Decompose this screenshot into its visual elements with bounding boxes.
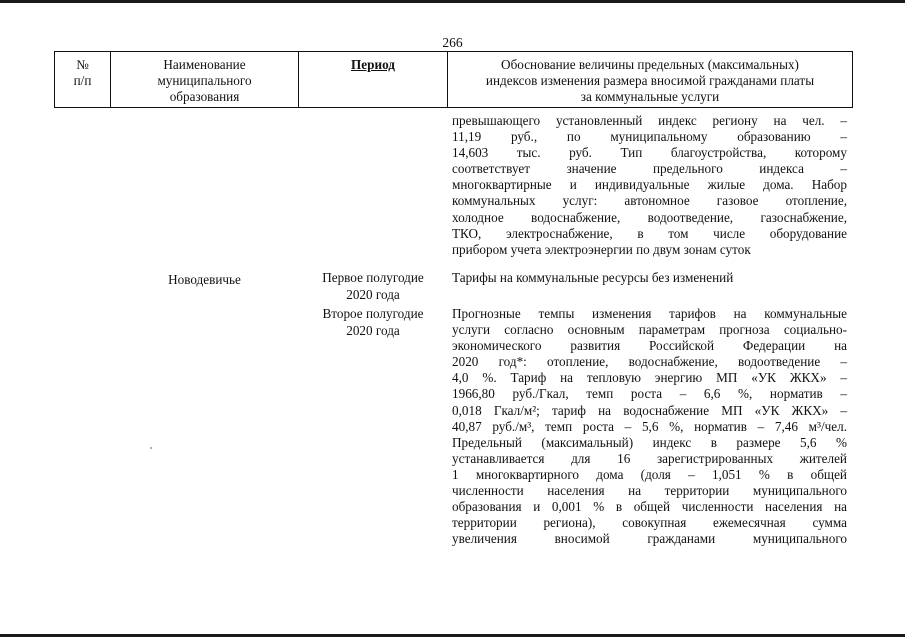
period-first-half [298,270,448,303]
forecast-line: территории региона), совокупная ежемесячная сумма [452,515,847,531]
continuation-line: прибором учета электроэнергии по двум зонам суток [452,241,751,257]
header-col-number-l1: № [76,57,89,72]
bottom-rule [0,634,905,637]
page-number: 266 [442,35,463,50]
forecast-line: Предельный (максимальный) индекс в размере 5,6 % [452,434,847,450]
continuation-line: превышающего установленный индекс региону на чел. – [452,113,847,128]
period-second-half [298,306,448,339]
tariffs-unchanged-line: Тарифы на коммунальные ресурсы без изменений [452,270,734,285]
forecast-line: услуги согласно основным параметрам прогноза социально- [452,322,847,338]
forecast-line: увеличения вносимой гражданами муниципального [452,531,847,547]
forecast-line: численности населения на территории муниципального [452,483,847,499]
forecast-line: экономического развития Российской Федерации на [452,338,847,354]
continuation-line: холодное водоснабжение, водоотведение, газоснабжение, [452,209,847,225]
forecast-line: 1966,80 руб./Гкал, темп роста – 6,6 %, норматив – [452,386,847,402]
continuation-line: соответствует значение предельного индекса – [452,161,847,177]
header-col-period-label: Период [351,57,395,72]
header-col-basis-l3: за коммунальные услуги [580,89,720,104]
forecast-line: 2020 год*: отопление, водоснабжение, водоотведение – [452,354,847,370]
period-first-half-l1: Первое полугодие [322,270,424,285]
header-col-municipality [110,51,299,108]
period-first-half-l2: 2020 года [346,286,400,302]
forecast-paragraph [452,306,847,547]
header-col-basis [447,51,853,108]
forecast-line: 40,87 руб./м³, темп роста – 5,6 %, норматив – 7,46 м³/чел. [452,418,847,434]
tariffs-unchanged-text [452,270,847,286]
municipality-name: Новодевичье [168,272,241,287]
top-rule [0,0,905,3]
forecast-line: образования и 0,001 % в общей численности населения на [452,499,847,515]
continuation-line: коммунальных услуг: автономное газовое отопление, [452,193,847,209]
continuation-line: многоквартирные и индивидуальные жилые дома. Набор [452,177,847,193]
header-col-basis-l1: Обоснование величины предельных (максимальных) [501,57,799,72]
header-col-municipality-l1: Наименование [163,57,246,72]
header-col-period [298,51,448,108]
forecast-line: устанавливается для 16 зарегистрированных жителей [452,450,847,466]
forecast-line: 4,0 %. Тариф на тепловую энергию МП «УК ЖКХ» – [452,370,847,386]
period-second-half-l1: Второе полугодие [322,306,424,321]
header-col-number-l2: п/п [73,73,92,88]
header-col-number [54,51,111,108]
scan-speck [150,447,152,449]
forecast-line: Прогнозные темпы изменения тарифов на коммунальные [452,306,847,321]
header-col-basis-l2: индексов изменения размера вносимой гражданами платы [485,73,815,88]
period-second-half-l2: 2020 года [346,322,400,338]
forecast-line: 0,018 Гкал/м²; тариф на водоснабжение МП «УК ЖКХ» – [452,402,847,418]
continuation-paragraph [452,113,847,258]
header-col-municipality-l3: образования [169,89,240,104]
continuation-line: 14,603 тыс. руб. Тип благоустройства, которому [452,145,847,161]
header-col-municipality-l2: муниципального [157,73,252,88]
forecast-line: 1 многоквартирного дома (доля – 1,051 % в общей [452,466,847,482]
continuation-line: 11,19 руб., по муниципальному образованию – [452,129,847,145]
continuation-line: ТКО, электроснабжение, в том числе оборудование [452,225,847,241]
